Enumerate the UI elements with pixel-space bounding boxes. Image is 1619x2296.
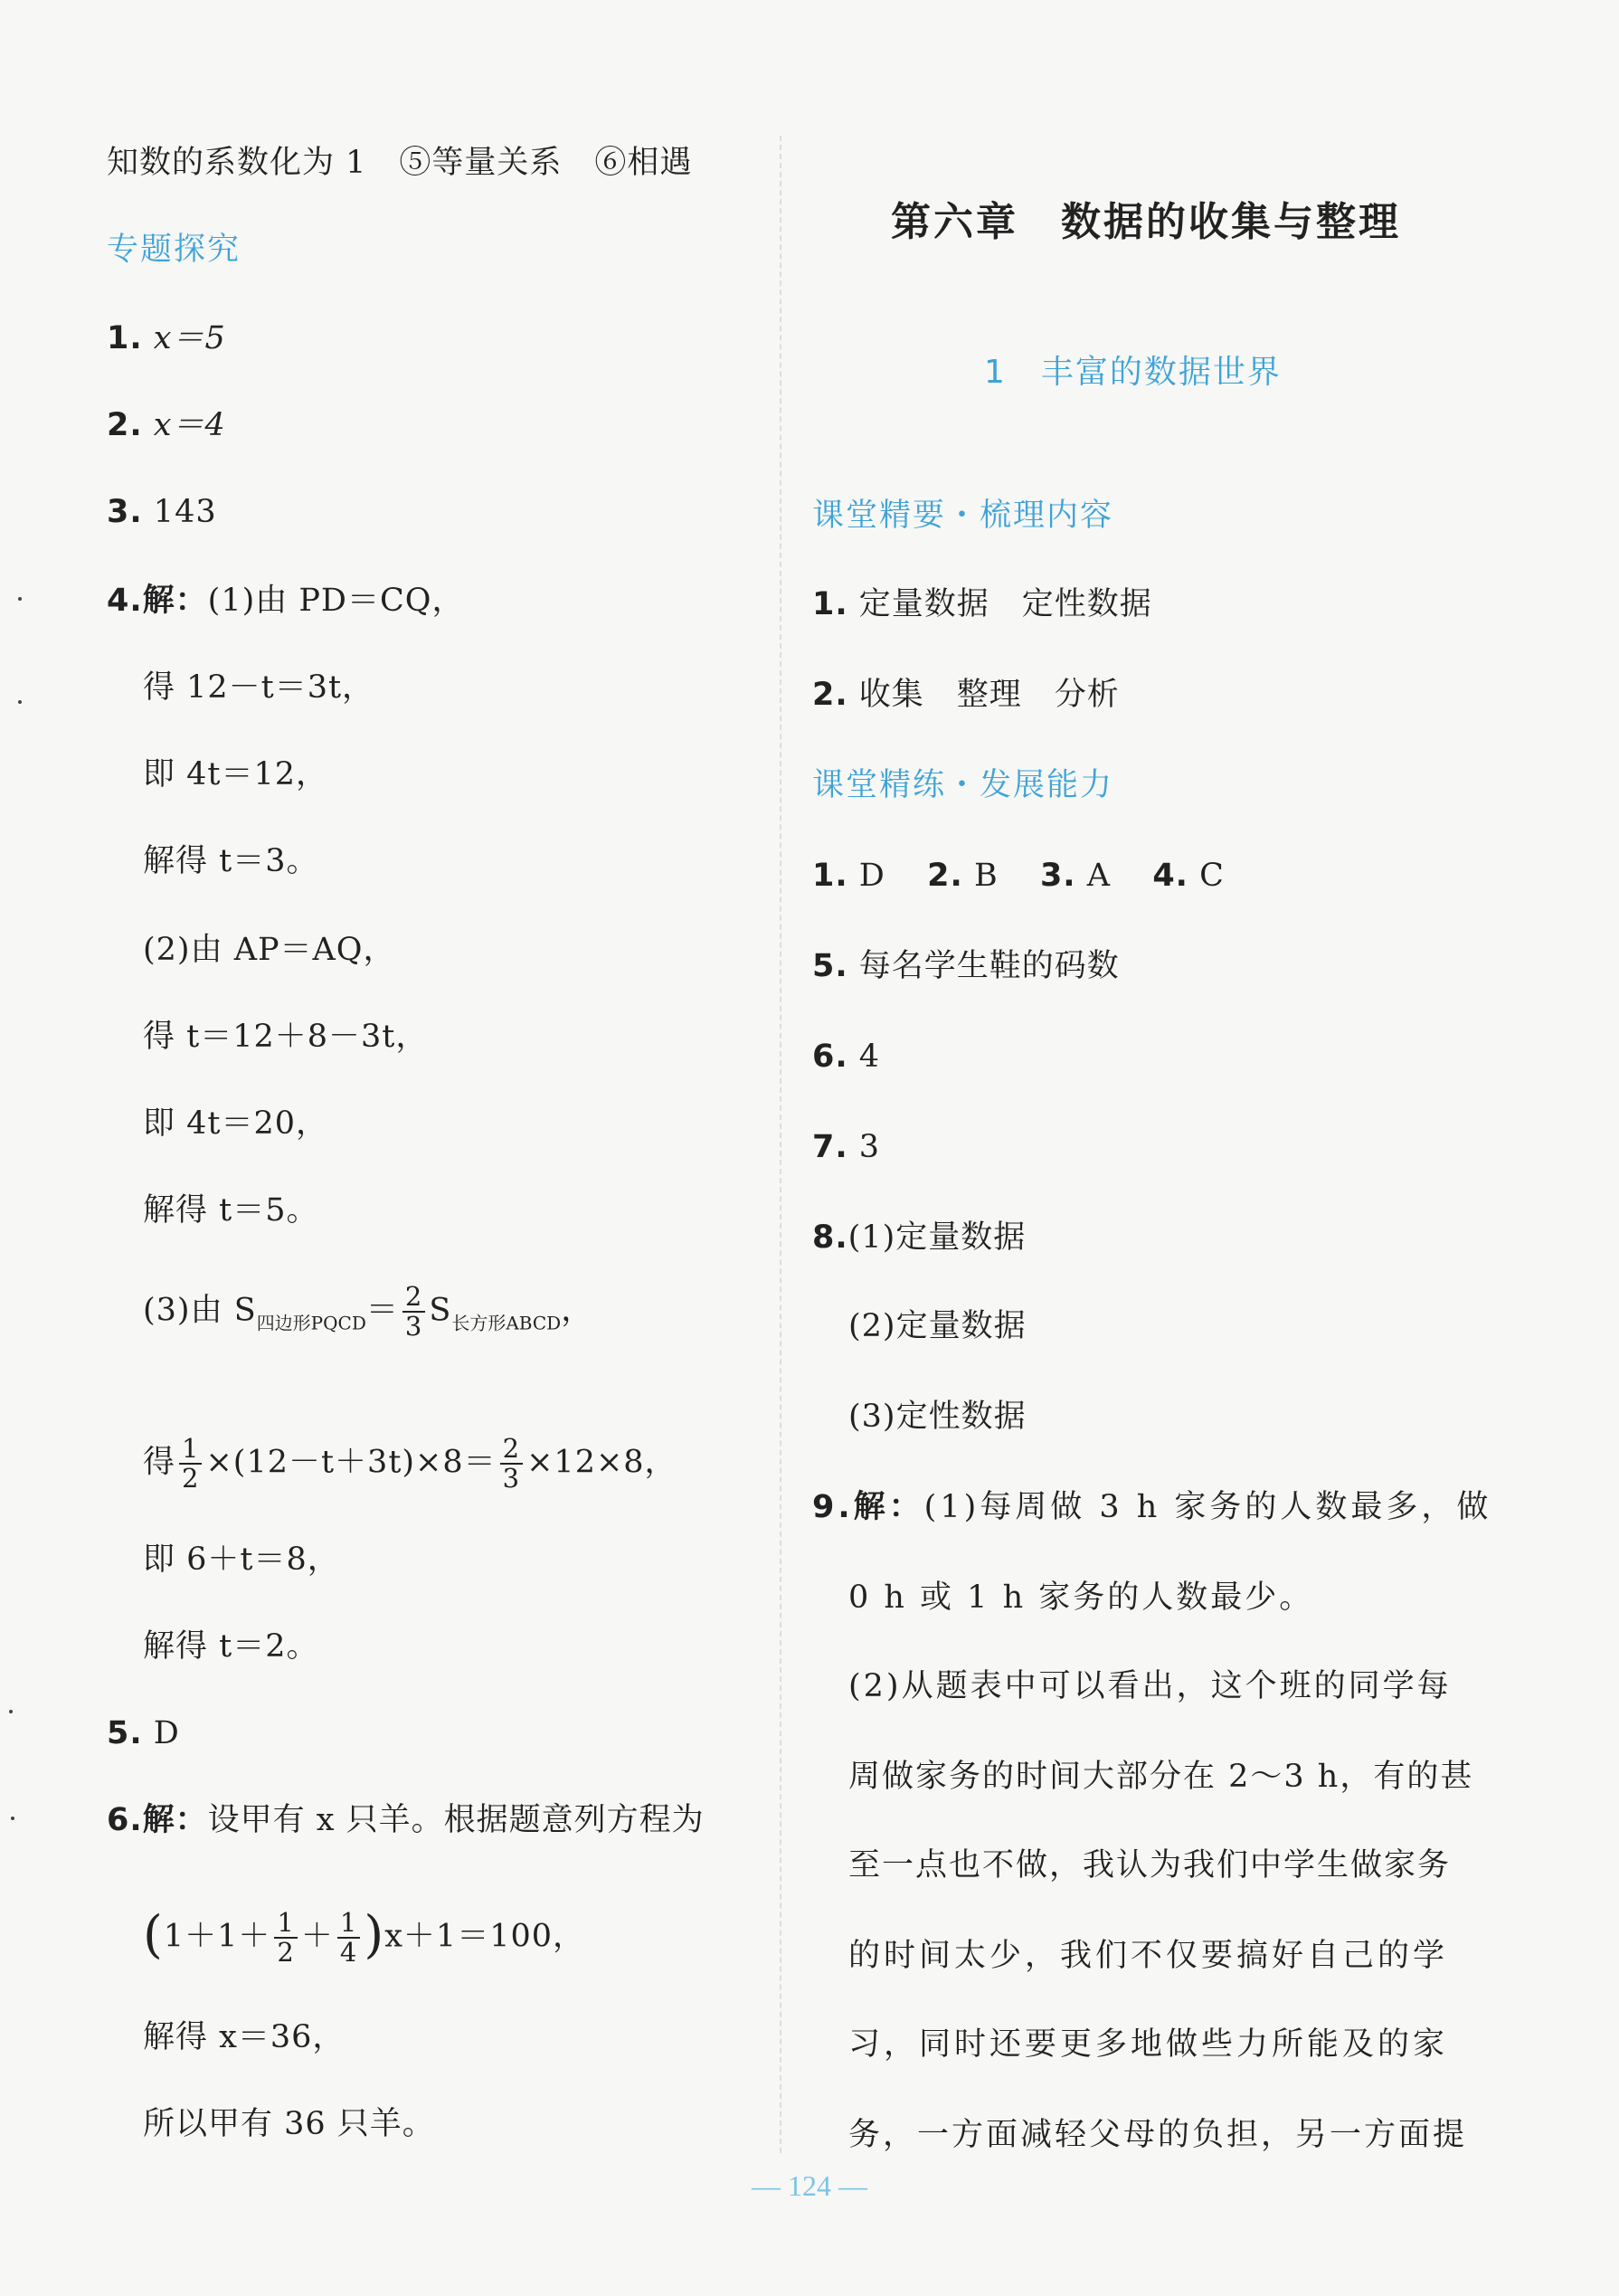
answer-4-step: 解得 t＝5。 — [143, 1192, 319, 1229]
answer-number: 6. — [107, 1802, 143, 1838]
answer-text: x＝4 — [153, 407, 226, 443]
answer-4-step: 得 12－t＝3t， — [143, 669, 375, 706]
section-title-practice: 课堂精练・发展能力 — [812, 767, 1114, 803]
scan-speck — [11, 1817, 14, 1820]
numerator: 1 — [179, 1435, 202, 1465]
answer-6-equation — [143, 1905, 585, 1968]
answer-number: 7. — [812, 1129, 848, 1165]
answer-text: 定量数据 定性数据 — [858, 586, 1152, 622]
answer-r9-text: (2)从题表中可以看出，这个班的同学每 — [848, 1668, 1452, 1704]
answer-r7 — [812, 1127, 880, 1167]
scan-speck — [18, 700, 22, 704]
answer-4-area-equation — [143, 1283, 593, 1343]
answer-r9-text: 至一点也不做，我认为我们中学生做家务 — [848, 1847, 1452, 1883]
answer-text: D — [153, 1715, 180, 1751]
denominator: 2 — [277, 1937, 295, 1968]
answer-r5 — [812, 946, 1120, 986]
fraction — [274, 1909, 297, 1967]
denominator: 3 — [502, 1463, 521, 1494]
answer-number: 2. — [812, 677, 848, 713]
answer-5 — [107, 1713, 180, 1753]
chapter-title: 第六章 数据的收集与整理 — [891, 199, 1401, 245]
answer-4-line1 — [107, 581, 464, 621]
eq-part: ＝ — [365, 1292, 399, 1329]
answer-6-step: 解得 x＝36， — [143, 2019, 346, 2055]
eq-part: S — [429, 1292, 452, 1329]
paren-close: ) — [364, 1905, 385, 1965]
answer-text: 设甲有 x 只羊。根据题意列方程为 — [207, 1802, 705, 1838]
answer-4-step: (2)由 AP＝AQ， — [143, 932, 396, 968]
eq-part: 1＋1＋ — [163, 1918, 271, 1955]
fraction — [337, 1909, 360, 1967]
answer-number: 5. — [812, 948, 848, 984]
answer-4-step: 解得 t＝3。 — [143, 843, 319, 879]
answer-number: 3. — [107, 494, 143, 530]
denominator: 3 — [404, 1311, 423, 1342]
denominator: 2 — [182, 1463, 200, 1494]
answer-number: 6. — [812, 1039, 848, 1075]
section-title-topic: 专题探究 — [107, 232, 241, 268]
answer-r8 — [812, 1218, 1026, 1257]
answer-number: 4. — [1152, 858, 1188, 894]
answer-r9-line1 — [812, 1487, 1491, 1527]
eq-part: ×(12－t＋3t)×8＝ — [205, 1444, 497, 1481]
answer-4-step: 即 4t＝12， — [143, 756, 328, 792]
paren-open: ( — [143, 1905, 164, 1965]
answer-1 — [107, 318, 226, 358]
answer-number: 1. — [812, 858, 848, 894]
answer-text: C — [1199, 858, 1225, 894]
answer-number: 3. — [1039, 858, 1076, 894]
answer-number: 1. — [107, 320, 143, 356]
answer-r9-text: 0 h 或 1 h 家务的人数最少。 — [848, 1580, 1314, 1616]
answer-text: B — [973, 858, 999, 894]
answer-number: 8. — [812, 1219, 848, 1256]
answer-4-step: 即 6＋t＝8， — [143, 1542, 340, 1578]
subscript: 长方形ABCD — [451, 1312, 562, 1334]
answer-text: A — [1086, 858, 1112, 894]
answer-3 — [107, 492, 217, 532]
answer-text: 143 — [153, 494, 217, 530]
multiple-choice-answers — [812, 856, 1225, 896]
answer-r9-text: 习，同时还要更多地做些力所能及的家 — [848, 2026, 1449, 2063]
scan-speck — [18, 597, 22, 601]
answer-number: 4. — [107, 583, 143, 619]
section-title-summary: 课堂精要・梳理内容 — [812, 498, 1114, 534]
eq-part: ， — [561, 1292, 594, 1329]
answer-r8-sub: (2)定量数据 — [848, 1308, 1027, 1344]
answer-r1 — [812, 584, 1152, 624]
column-divider — [780, 136, 781, 2153]
answer-number: 2. — [927, 858, 963, 894]
numerator: 2 — [402, 1283, 425, 1313]
answer-text: (1)定量数据 — [847, 1219, 1027, 1256]
answer-r6 — [812, 1037, 880, 1077]
answer-number: 5. — [107, 1715, 143, 1751]
scan-speck — [9, 1710, 13, 1713]
answer-r9-text: 务，一方面减轻父母的负担，另一方面提 — [848, 2117, 1468, 2153]
intro-line: 知数的系数化为 1 ⑤等量关系 ⑥相遇 — [107, 145, 693, 181]
answer-4-step: 即 4t＝20， — [143, 1105, 328, 1142]
answer-4-step: 得 t＝12＋8－3t， — [143, 1019, 429, 1055]
answer-number: 9. — [812, 1489, 854, 1525]
lesson-title: 1 丰富的数据世界 — [984, 354, 1282, 391]
answer-r2 — [812, 675, 1120, 715]
answer-6-step: 所以甲有 36 只羊。 — [143, 2106, 435, 2142]
answer-2 — [107, 405, 226, 445]
answer-r9-text: 周做家务的时间大部分在 2～3 h，有的甚 — [848, 1759, 1474, 1795]
answer-r8-sub: (3)定性数据 — [848, 1399, 1027, 1435]
subscript: 四边形PQCD — [256, 1312, 366, 1334]
answer-text: x＝5 — [153, 320, 226, 356]
eq-part: ＋ — [300, 1918, 334, 1955]
fraction — [179, 1435, 202, 1493]
answer-number: 1. — [812, 586, 848, 622]
answer-r9-text: 的时间太少，我们不仅要搞好自己的学 — [848, 1938, 1449, 1974]
page-number: — 124 — — [752, 2169, 867, 2202]
numerator: 1 — [337, 1909, 360, 1939]
fraction — [402, 1283, 425, 1341]
answer-number: 2. — [107, 407, 143, 443]
eq-part: x＋1＝100， — [384, 1918, 585, 1955]
numerator: 1 — [274, 1909, 297, 1939]
eq-part: 得 — [143, 1444, 176, 1481]
answer-6-line1 — [107, 1800, 705, 1840]
answer-4-fraction-equation — [143, 1435, 677, 1493]
eq-part: (3)由 S — [143, 1292, 257, 1329]
answer-text: 3 — [858, 1129, 881, 1165]
solution-lead: 解： — [853, 1489, 924, 1525]
answer-text: 收集 整理 分析 — [858, 677, 1120, 713]
fraction — [500, 1435, 523, 1493]
solution-lead: 解： — [142, 1802, 208, 1838]
answer-text: 4 — [858, 1039, 881, 1075]
answer-text: 每名学生鞋的码数 — [858, 948, 1120, 984]
answer-text: (1)每周做 3 h 家务的人数最多，做 — [923, 1489, 1492, 1525]
answer-text: D — [858, 858, 885, 894]
answer-4-step: 解得 t＝2。 — [143, 1628, 319, 1665]
numerator: 2 — [500, 1435, 523, 1465]
answer-text: (1)由 PD＝CQ， — [207, 583, 465, 619]
solution-lead: 解： — [142, 583, 208, 619]
denominator: 4 — [339, 1937, 358, 1968]
eq-part: ×12×8， — [526, 1444, 677, 1481]
